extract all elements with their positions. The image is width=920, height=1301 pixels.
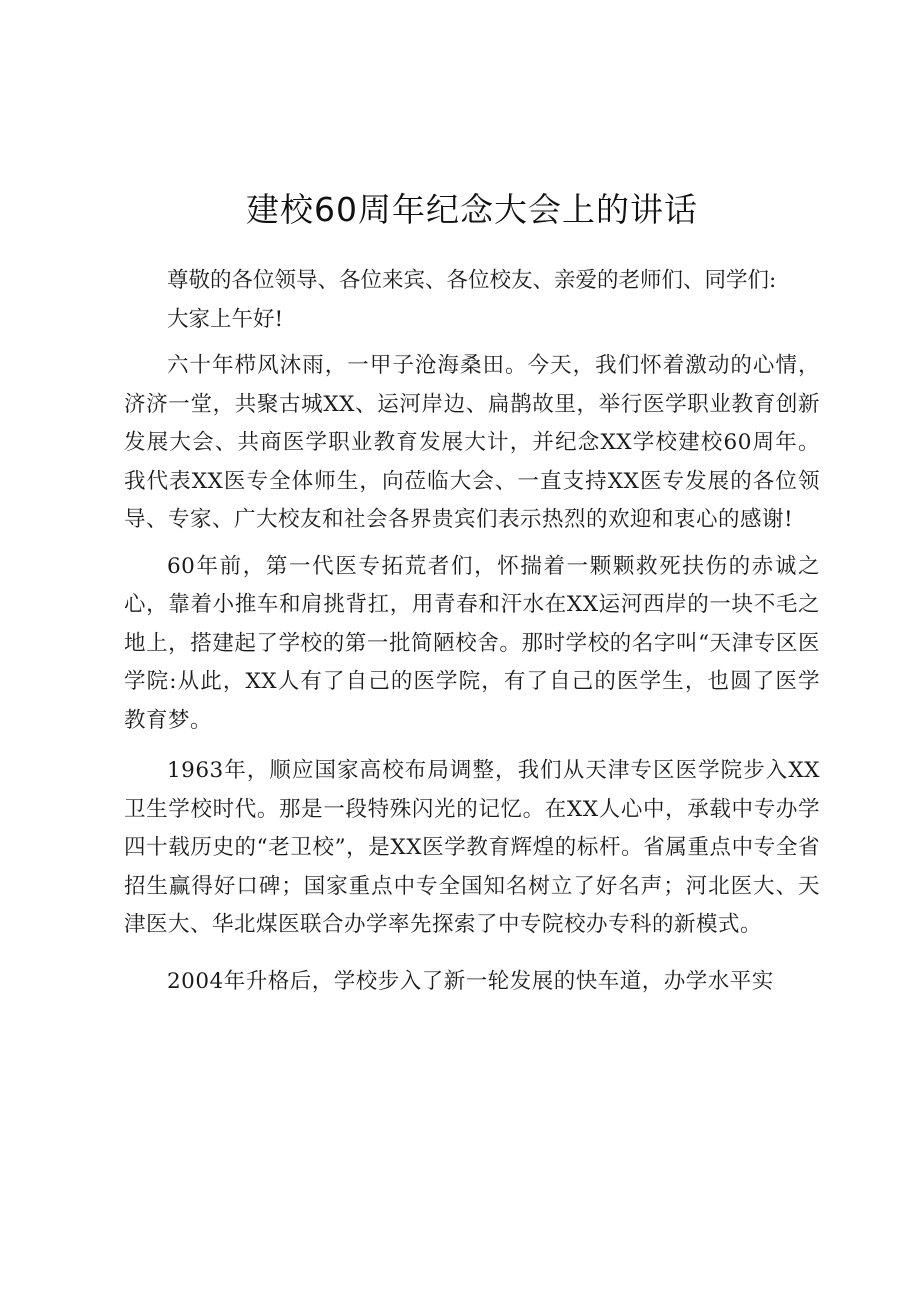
page-title: 建校60周年纪念大会上的讲话 bbox=[246, 190, 698, 229]
greeting: 大家上午好! bbox=[167, 306, 284, 332]
speech-body bbox=[124, 262, 820, 1001]
salutation: 尊敬的各位领导、各位来宾、各位校友、亲爱的老师们、同学们: bbox=[167, 268, 777, 293]
paragraph: 60年前，第一代医专拓荒者们，怀揣着一颗颗救死扶伤的赤诚之心，靠着小推车和肩挑背扛，用青春和汗水在XX运河西岸的一块不毛之地上，搭建起了学校的第一批简陋校舍。那时学校的名字叫“天津专区医学院:从此，XX人有了自己的医学院，有了自己的医学生，也圆了医学教育梦。 bbox=[124, 553, 820, 733]
paragraph: 1963年，顺应国家高校布局调整，我们从天津专区医学院步入XX卫生学校时代。那是一段特殊闪光的记忆。在XX人心中，承载中专办学四十载历史的“老卫校”，是XX医学教育辉煌的标杆。省属重点中专全省招生赢得好口碑；国家重点中专全国知名树立了好名声；河北医大、天津医大、华北煤医联合办学率先探索了中专院校办专科的新模式。 bbox=[124, 758, 820, 937]
paragraph: 2004年升格后，学校步入了新一轮发展的快车道，办学水平实 bbox=[167, 968, 774, 994]
paragraph: 六十年栉风沐雨，一甲子沧海桑田。今天，我们怀着激动的心情，济济一堂，共聚古城XX、运河岸边、扁鹊故里，举行医学职业教育创新发展大会、共商医学职业教育发展大计，并纪念XX学校建校60周年。我代表XX医专全体师生，向莅临大会、一直支持XX医专发展的各位领导、专家、广大校友和社会各界贵宾们表示热烈的欢迎和衷心的感谢! bbox=[124, 353, 820, 532]
